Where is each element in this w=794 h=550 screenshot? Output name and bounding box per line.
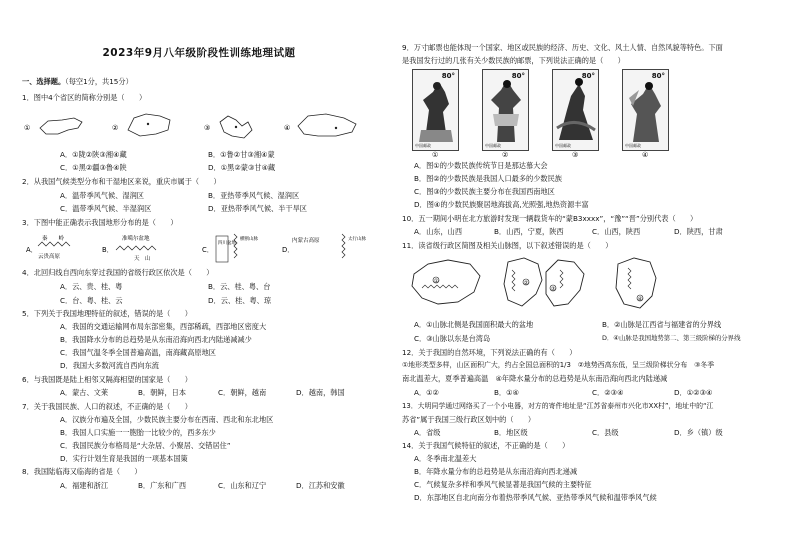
q10-stem: 10．五一期间小明在北方旅游时发现一辆载货车的“蒙B3xxxx”，“豫”“晋”分别代表（ ） bbox=[402, 214, 698, 223]
section-heading bbox=[22, 77, 133, 86]
q12-option-a[interactable]: A．①② bbox=[414, 388, 439, 397]
stamp-4 bbox=[622, 69, 669, 151]
stamp-3 bbox=[552, 69, 599, 151]
q9-option-a[interactable]: A．图①的少数民族传统节日是那达慕大会 bbox=[414, 161, 548, 170]
q6-option-b[interactable]: B．朝鲜，日本 bbox=[138, 388, 187, 397]
q8-option-d[interactable]: D．江苏和安徽 bbox=[296, 481, 345, 490]
right-column bbox=[402, 0, 784, 550]
q12-stem: 12．关于我国的自然环境，下列说法正确的有（ ） bbox=[402, 348, 577, 357]
q2-option-a[interactable]: A．温带季风气候、湿润区 bbox=[60, 191, 144, 200]
q5-stem: 5．下列关于我国地理特征的叙述，错误的是（ ） bbox=[22, 309, 192, 318]
q1-label-2: ② bbox=[112, 124, 119, 132]
q6-option-d[interactable]: D．越南，韩国 bbox=[296, 388, 345, 397]
q5-option-c[interactable]: C．我国气温冬季全国普遍高温，南海藏高原地区 bbox=[60, 348, 216, 357]
q3-option-b: B． bbox=[102, 246, 114, 254]
stamp-2 bbox=[482, 69, 529, 151]
stamp-1-country: 中国邮政 bbox=[415, 142, 431, 148]
q1-label-1: ① bbox=[24, 124, 31, 132]
province-map-3 bbox=[546, 260, 584, 306]
q3-terrain-options bbox=[22, 230, 382, 266]
province-outline-1 bbox=[40, 118, 82, 134]
q2-option-d[interactable]: D．亚热带季风气候、半干旱区 bbox=[208, 204, 307, 213]
q3-label-junggar: 准噶尔盆地 bbox=[122, 236, 150, 242]
q14-option-a[interactable]: A．冬季南北温差大 bbox=[414, 454, 477, 463]
stamp-3-country: 中国邮政 bbox=[555, 142, 571, 148]
q11-stem: 11．读省级行政区简图及相关山脉图，以下叙述错误的是（ ） bbox=[402, 241, 613, 250]
stamp-label-4: ④ bbox=[642, 151, 649, 159]
q11-option-d[interactable]: D．④山脉是我国地势第二、第三级阶梯的分界线 bbox=[602, 334, 741, 342]
q13-option-a[interactable]: A．省级 bbox=[414, 428, 441, 437]
q11-option-a[interactable]: A．①山脉北侧是我国面积最大的盆地 bbox=[414, 320, 534, 329]
stamp-1-value: 80° bbox=[441, 72, 455, 80]
province-outline-4 bbox=[298, 114, 356, 136]
q1-option-d[interactable]: D．①黑②蒙③甘④藏 bbox=[208, 163, 276, 172]
q3-label-neimenggu: 内蒙古高原 bbox=[292, 238, 320, 244]
q5-option-b[interactable]: B．我国降水分布的总趋势是从东南沿海向西北内陆递减减少 bbox=[60, 335, 252, 344]
stamp-1 bbox=[412, 69, 459, 151]
q13-stem-line2: 苏省”属于我国三级行政区划中的（ ） bbox=[402, 415, 536, 424]
q11-label-1: ① bbox=[433, 278, 439, 285]
q11-province-maps bbox=[408, 254, 778, 316]
stamp-3-value: 80° bbox=[581, 72, 595, 80]
q6-option-c[interactable]: C．朝鲜，越南 bbox=[218, 388, 267, 397]
q9-stem-line2: 是我国发行过的几张有关少数民族的邮票，下列说法正确的是（ ） bbox=[402, 56, 625, 65]
province-map-4 bbox=[616, 258, 656, 308]
section-label: 一、选择题。 bbox=[22, 77, 66, 86]
stamp-2-country: 中国邮政 bbox=[485, 142, 501, 148]
q3-label-qinling: 秦 岭 bbox=[42, 236, 65, 242]
stamp-label-3: ③ bbox=[572, 151, 579, 159]
q11-option-b[interactable]: B．②山脉是江西省与福建省的分界线 bbox=[602, 320, 722, 329]
q13-option-b[interactable]: B．地区级 bbox=[494, 428, 528, 437]
q11-option-c[interactable]: C．③山脉以东是台湾岛 bbox=[414, 334, 491, 343]
q8-option-a[interactable]: A．福建和浙江 bbox=[60, 481, 109, 490]
stamp-2-value: 80° bbox=[511, 72, 525, 80]
q8-option-c[interactable]: C．山东和辽宁 bbox=[218, 481, 267, 490]
q7-option-b[interactable]: B．我国人口实施一一胞胎一比较少的，西多东少 bbox=[60, 428, 216, 437]
q3-label-yungui: 云贵高原 bbox=[38, 254, 61, 260]
q13-option-c[interactable]: C．县级 bbox=[592, 428, 619, 437]
q13-option-d[interactable]: D．乡（镇）级 bbox=[674, 428, 723, 437]
q1-stem: 1．图中4个省区的简称分别是（ ） bbox=[22, 93, 147, 102]
q12-option-b[interactable]: B．①④ bbox=[494, 388, 520, 397]
q6-stem: 6．与我国既是陆上相邻又隔海相望的国家是（ ） bbox=[22, 375, 192, 384]
q2-stem: 2．从我国气候类型分布和干湿地区来说，重庆市属于（ ） bbox=[22, 177, 221, 186]
q4-option-d[interactable]: D．云、桂、粤、琼 bbox=[208, 296, 272, 305]
q3-option-c: C． bbox=[202, 246, 214, 254]
q2-option-c[interactable]: C．温带季风气候、半湿润区 bbox=[60, 204, 152, 213]
q3-label-taihang: 太行山脉 bbox=[348, 237, 366, 242]
q1-province-maps bbox=[22, 106, 372, 146]
q3-label-tianshan: 天 山 bbox=[134, 256, 151, 262]
q14-option-b[interactable]: B．年降水量分布的总趋势是从东南沿海向西北递减 bbox=[414, 467, 578, 476]
q6-option-a[interactable]: A．蒙古、文莱 bbox=[60, 388, 109, 397]
q4-option-c[interactable]: C．台、粤、桂、云 bbox=[60, 296, 123, 305]
stamp-4-country: 中国邮政 bbox=[625, 142, 641, 148]
q4-option-a[interactable]: A．云、贵、桂、粤 bbox=[60, 282, 123, 291]
q1-option-a[interactable]: A．①陇②陕③湘④藏 bbox=[60, 150, 127, 159]
q7-stem: 7．关于我国民族、人口的叙述，不正确的是（ ） bbox=[22, 402, 192, 411]
q12-option-c[interactable]: C．②③④ bbox=[592, 388, 624, 397]
q3-stem: 3．下图中能正确表示我国地形分布的是（ ） bbox=[22, 218, 178, 227]
stamp-4-value: 80° bbox=[651, 72, 665, 80]
q1-option-c[interactable]: C．①黑②疆③鲁④陕 bbox=[60, 163, 127, 172]
q1-option-b[interactable]: B．①鲁②甘③湘④蒙 bbox=[208, 150, 275, 159]
q9-stem-line1: 9．万寸邮票也能体现一个国家、地区或民族的经济、历史、文化、风土人情、自然风貌等特色。下面 bbox=[402, 43, 723, 52]
q8-stem: 8．我国陆临海又临海的省是（ ） bbox=[22, 467, 142, 476]
q12-statement-2: 南北温差大，夏季普遍高温 ④年降水量分布的总趋势是从东南沿海向西北内陆递减 bbox=[402, 374, 668, 383]
q12-option-d[interactable]: D．①②③④ bbox=[674, 388, 713, 397]
stamp-label-1: ① bbox=[432, 151, 439, 159]
q3-label-sichuan: 四川盆地 bbox=[218, 241, 236, 246]
q10-option-c[interactable]: C．山西，陕西 bbox=[592, 227, 641, 236]
q10-option-b[interactable]: B．山西，宁夏，陕西 bbox=[494, 227, 564, 236]
q5-option-d[interactable]: D．我国大多数河流自西向东流 bbox=[60, 361, 159, 370]
province-map-1 bbox=[412, 260, 480, 304]
q4-stem: 4．北回归线自西向东穿过我国的省级行政区依次是（ ） bbox=[22, 268, 214, 277]
q9-option-d[interactable]: D．图④的少数民族聚居地海拔高,光照强,地热资源丰富 bbox=[414, 200, 589, 209]
q1-label-3: ③ bbox=[204, 124, 211, 132]
stamp-label-2: ② bbox=[502, 151, 509, 159]
q10-option-a[interactable]: A．山东，山西 bbox=[414, 227, 463, 236]
q7-option-a[interactable]: A．汉族分布遍及全国，少数民族主要分布在西南、西北和东北地区 bbox=[60, 415, 274, 424]
q7-option-c[interactable]: C．我国民族分布格局是“大杂居、小聚居、交错居住” bbox=[60, 441, 231, 450]
q14-option-c[interactable]: C．气候复杂多样和季风气候显著是我国气候的主要特征 bbox=[414, 480, 592, 489]
q4-option-b[interactable]: B．云、桂、粤、台 bbox=[208, 282, 271, 291]
q3-label-hengduan: 横断山脉 bbox=[240, 237, 258, 242]
q9-option-c[interactable]: C．图③的少数民族主要分布在我国西南地区 bbox=[414, 187, 555, 196]
q5-option-a[interactable]: A．我国的交通运输网布局东部密集，西部稀疏，西部地区密度大 bbox=[60, 322, 267, 331]
section-note: （每空1分，共15分） bbox=[65, 77, 133, 86]
q9-option-b[interactable]: B．图②的少数民族是我国人口最多的少数民族 bbox=[414, 174, 562, 183]
q8-option-b[interactable]: B．广东和广西 bbox=[138, 481, 187, 490]
q14-stem: 14．关于我国气候特征的叙述，不正确的是（ ） bbox=[402, 441, 570, 450]
q14-option-d[interactable]: D．东部地区自北向南分布着热带季风气候、亚热带季风气候和温带季风气候 bbox=[414, 493, 657, 502]
q3-option-a: A． bbox=[26, 246, 38, 254]
left-column bbox=[8, 0, 390, 550]
q3-option-d: D． bbox=[282, 246, 295, 254]
province-outline-2 bbox=[128, 114, 170, 136]
q12-statement-1: ①地形类型多样，山区面积广大，约占全国总面积的1/3 ②地势西高东低，呈三级阶梯状分布 ③冬季 bbox=[402, 361, 715, 369]
q11-label-2: ② bbox=[523, 280, 529, 287]
exam-title: 2023年9月八年级阶段性训练地理试题 bbox=[102, 47, 296, 59]
q2-option-b[interactable]: B．亚热带季风气候、湿润区 bbox=[208, 191, 300, 200]
q7-option-d[interactable]: D．实行计划生育是我国的一项基本国策 bbox=[60, 454, 188, 463]
q10-option-d[interactable]: D．陕西，甘肃 bbox=[674, 227, 723, 236]
q13-stem-line1: 13．大明同学通过网络买了一个小电器，对方的寄件地址是“江苏省泰州市兴化市XX村”，地址中的“江 bbox=[402, 402, 714, 410]
q11-label-4: ④ bbox=[637, 296, 643, 303]
q11-label-3: ③ bbox=[550, 286, 556, 293]
q1-label-4: ④ bbox=[284, 124, 291, 132]
